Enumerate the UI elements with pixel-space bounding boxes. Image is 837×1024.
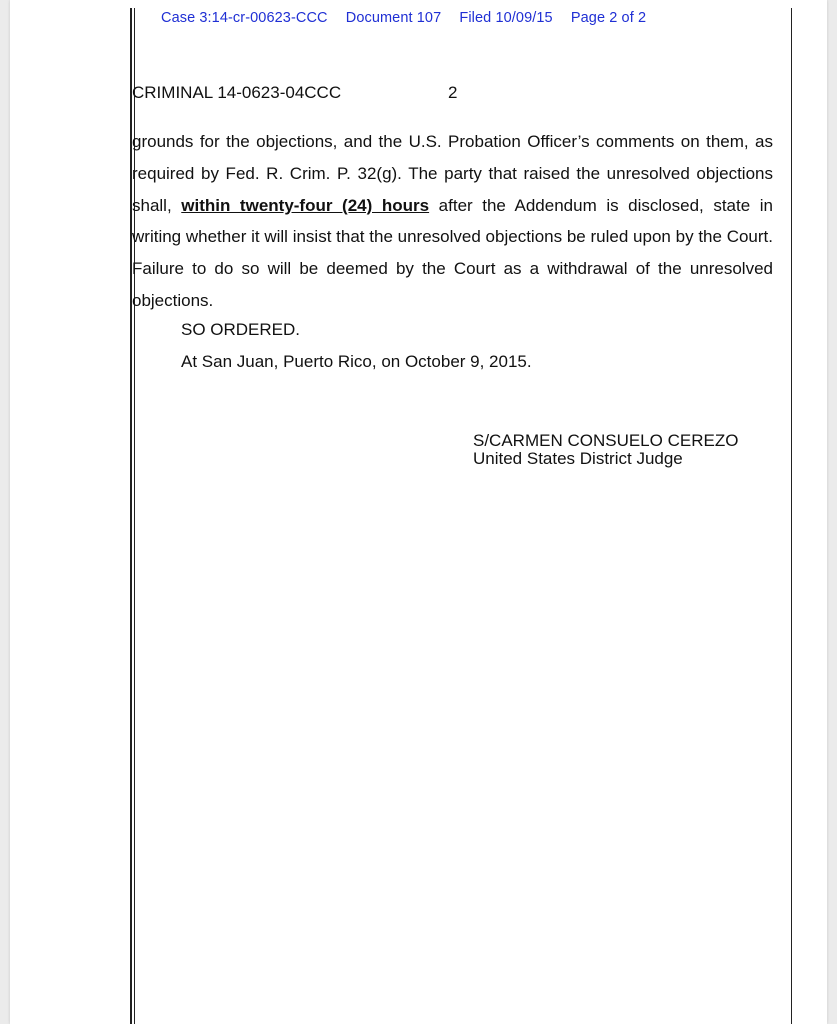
filed-stamp: Filed 10/09/15 — [459, 10, 553, 26]
paragraph-text-start: grounds for the objections, and the U.S. Probation Officer’s comments on them, as required by Fed. R. Crim. P. 32(g). The party that raised the unresolved objections shall, — [132, 132, 773, 215]
judge-name: S/CARMEN CONSUELO CEREZO — [473, 431, 739, 450]
so-ordered-line: SO ORDERED. — [181, 320, 301, 339]
deadline-text: within twenty-four (24) hours — [181, 195, 430, 215]
case-stamp: Case 3:14-cr-00623-CCC — [161, 10, 328, 26]
document-stamp: Document 107 — [345, 10, 442, 26]
case-number: CRIMINAL 14-0623-04CCC — [132, 83, 342, 102]
paragraph-text-end: after the Addendum is disclosed, state in writing whether it will insist that the unresolved objections be ruled upon by the Court. Failure to do so will be deemed by the Court as a withdrawal of the unresolved objections. — [132, 195, 773, 310]
right-margin-rule — [791, 8, 792, 1024]
page-stamp: Page 2 of 2 — [570, 10, 647, 26]
ecf-header-stamp — [161, 10, 646, 26]
judge-title: United States District Judge — [473, 449, 683, 468]
page-number: 2 — [448, 83, 458, 102]
order-paragraph — [132, 126, 773, 317]
deadline-emphasis — [181, 196, 429, 215]
signature-block — [473, 432, 738, 468]
dated-line: At San Juan, Puerto Rico, on October 9, 2015. — [181, 352, 532, 371]
case-caption — [132, 83, 458, 103]
